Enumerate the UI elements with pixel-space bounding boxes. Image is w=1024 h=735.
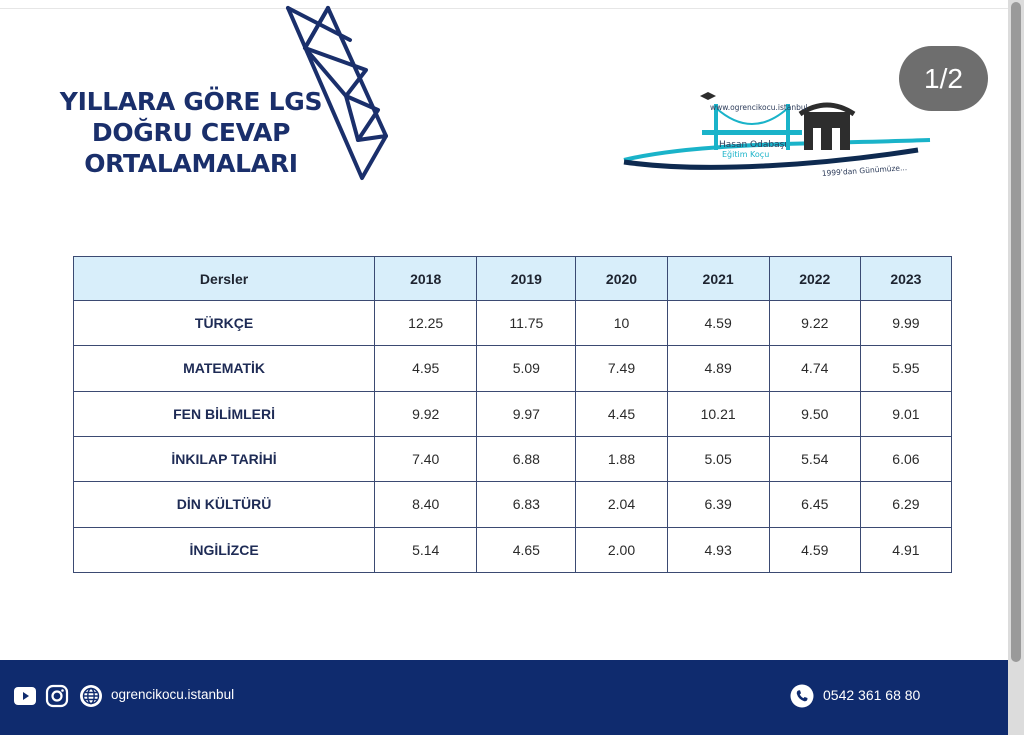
phone-icon	[790, 684, 814, 708]
header-2019: 2019	[477, 257, 576, 301]
value-cell: 6.83	[477, 482, 576, 527]
value-cell: 10	[576, 301, 667, 346]
table-row	[74, 391, 952, 436]
subject-cell: İNKILAP TARİHİ	[74, 436, 375, 481]
scrollbar[interactable]	[1008, 0, 1024, 735]
logo-name: Hasan Odabaşı	[719, 140, 787, 150]
value-cell: 12.25	[375, 301, 477, 346]
logo-url: www.ogrencikocu.istanbul	[710, 103, 808, 112]
globe-icon[interactable]	[79, 684, 103, 708]
header-dersler: Dersler	[74, 257, 375, 301]
value-cell: 11.75	[477, 301, 576, 346]
value-cell: 10.21	[667, 391, 769, 436]
subject-cell: MATEMATİK	[74, 346, 375, 391]
page-indicator: 1/2	[899, 46, 988, 111]
value-cell: 5.09	[477, 346, 576, 391]
value-cell: 5.14	[375, 527, 477, 572]
table-row	[74, 346, 952, 391]
scrollbar-thumb[interactable]	[1011, 2, 1021, 662]
value-cell: 5.54	[769, 436, 860, 481]
value-cell: 2.00	[576, 527, 667, 572]
lgs-averages-table	[73, 256, 952, 573]
value-cell: 4.93	[667, 527, 769, 572]
value-cell: 9.50	[769, 391, 860, 436]
value-cell: 6.39	[667, 482, 769, 527]
value-cell: 7.40	[375, 436, 477, 481]
top-divider	[0, 8, 1014, 9]
value-cell: 4.45	[576, 391, 667, 436]
website-link[interactable]: ogrencikocu.istanbul	[111, 687, 235, 702]
value-cell: 4.59	[769, 527, 860, 572]
value-cell: 9.92	[375, 391, 477, 436]
header-2022: 2022	[769, 257, 860, 301]
instagram-icon[interactable]	[45, 684, 69, 708]
title-line-1: YILLARA GÖRE LGS	[59, 87, 323, 116]
value-cell: 4.95	[375, 346, 477, 391]
value-cell: 5.95	[860, 346, 951, 391]
header-2018: 2018	[375, 257, 477, 301]
title-line-3: ORTALAMALARI	[84, 149, 298, 178]
logo	[618, 82, 938, 182]
title-line-2: DOĞRU CEVAP	[91, 118, 291, 147]
header-2023: 2023	[860, 257, 951, 301]
table-row	[74, 436, 952, 481]
value-cell: 8.40	[375, 482, 477, 527]
logo-subtitle: Eğitim Koçu	[722, 150, 770, 159]
value-cell: 2.04	[576, 482, 667, 527]
value-cell: 4.74	[769, 346, 860, 391]
value-cell: 6.45	[769, 482, 860, 527]
value-cell: 6.29	[860, 482, 951, 527]
table-row	[74, 301, 952, 346]
value-cell: 6.88	[477, 436, 576, 481]
value-cell: 9.97	[477, 391, 576, 436]
value-cell: 6.06	[860, 436, 951, 481]
logo-tagline: 1999'dan Günümüze...	[821, 163, 908, 178]
header-2020: 2020	[576, 257, 667, 301]
truss-decoration-icon	[280, 0, 400, 190]
header-2021: 2021	[667, 257, 769, 301]
value-cell: 9.01	[860, 391, 951, 436]
value-cell: 4.65	[477, 527, 576, 572]
value-cell: 5.05	[667, 436, 769, 481]
youtube-icon[interactable]	[13, 684, 37, 708]
value-cell: 9.22	[769, 301, 860, 346]
value-cell: 7.49	[576, 346, 667, 391]
value-cell: 4.89	[667, 346, 769, 391]
table-header-row	[74, 257, 952, 301]
subject-cell: İNGİLİZCE	[74, 527, 375, 572]
subject-cell: TÜRKÇE	[74, 301, 375, 346]
subject-cell: FEN BİLİMLERİ	[74, 391, 375, 436]
value-cell: 1.88	[576, 436, 667, 481]
phone-number[interactable]: 0542 361 68 80	[823, 687, 921, 703]
table-row	[74, 482, 952, 527]
value-cell: 4.59	[667, 301, 769, 346]
subject-cell: DİN KÜLTÜRÜ	[74, 482, 375, 527]
value-cell: 9.99	[860, 301, 951, 346]
table-row	[74, 527, 952, 572]
value-cell: 4.91	[860, 527, 951, 572]
